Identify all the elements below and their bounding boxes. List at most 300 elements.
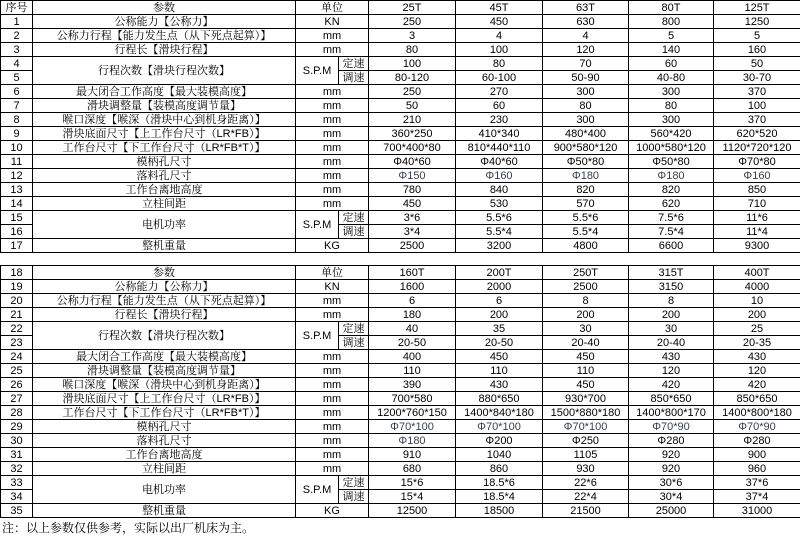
unit-cell: mm: [296, 378, 369, 392]
row-number-cell: 24: [1, 350, 33, 364]
unit-cell: mm: [296, 197, 369, 211]
param-cell: 工作台离地高度: [33, 448, 296, 462]
param-cell: 工作台尺寸【下工作台尺寸（LR*FB*T）】: [33, 141, 296, 155]
table-row: [1, 378, 800, 392]
value-cell: 930*700: [543, 392, 629, 406]
value-cell: 3200: [456, 239, 543, 253]
param-cell: 工作台尺寸【下工作台尺寸（LR*FB*T）】: [33, 406, 296, 420]
header-row: [1, 1, 800, 15]
param-cell: 喉口深度【喉深（滑块中心到机身距离）】: [33, 378, 296, 392]
value-cell: 25000: [629, 504, 714, 518]
param-cell: 公称能力【公称力】: [33, 15, 296, 29]
value-cell: 60-100: [456, 71, 543, 85]
value-cell: 70: [543, 57, 629, 71]
value-cell: 20-35: [714, 336, 800, 350]
value-cell: 200: [543, 308, 629, 322]
unit-cell: mm: [296, 113, 369, 127]
table-row: [1, 211, 800, 225]
value-cell: 20-40: [629, 336, 714, 350]
table-row: [1, 406, 800, 420]
unit-cell: mm: [296, 155, 369, 169]
value-cell: 2500: [369, 239, 456, 253]
value-cell: 40: [369, 322, 456, 336]
param-cell: 最大闭合工作高度【最大装模高度】: [33, 350, 296, 364]
value-cell: 300: [629, 85, 714, 99]
value-cell: 5.5*4: [543, 225, 629, 239]
value-cell: 250: [369, 85, 456, 99]
param-cell: 模柄孔尺寸: [33, 420, 296, 434]
value-cell: 20-50: [456, 336, 543, 350]
footnote: 注：以上参数仅供参考，实际以出厂机床为主。: [2, 521, 255, 535]
value-cell: 560*420: [629, 127, 714, 141]
value-cell: 900: [714, 448, 800, 462]
param-cell: 参数: [33, 1, 296, 15]
value-cell: 35: [456, 322, 543, 336]
value-cell: 140: [629, 43, 714, 57]
value-cell: 1105: [543, 448, 629, 462]
value-cell: 850: [714, 183, 800, 197]
row-number-cell: 13: [1, 183, 33, 197]
value-cell: 18.5*4: [456, 490, 543, 504]
value-cell: 8: [543, 294, 629, 308]
value-cell: 22*4: [543, 490, 629, 504]
value-cell: 80: [629, 99, 714, 113]
table-row: [1, 434, 800, 448]
unit-cell: S.P.M: [296, 211, 339, 239]
value-cell: 5: [629, 29, 714, 43]
row-number-cell: 20: [1, 294, 33, 308]
value-cell: 100: [714, 99, 800, 113]
param-cell: 公称力行程【能力发生点（从下死点起算）】: [33, 294, 296, 308]
value-cell: 5.5*6: [543, 211, 629, 225]
unit-cell: mm: [296, 85, 369, 99]
value-cell: 21500: [543, 504, 629, 518]
value-cell: Φ250: [543, 434, 629, 448]
unit-cell: mm: [296, 420, 369, 434]
row-number-cell: 33: [1, 476, 33, 490]
press-specs-table-160t-400t: [0, 265, 800, 518]
value-cell: 60: [629, 57, 714, 71]
value-cell: 18.5*6: [456, 476, 543, 490]
value-cell: 8: [629, 294, 714, 308]
value-cell: 80: [543, 99, 629, 113]
speed-mode-cell: 定速: [339, 57, 369, 71]
value-cell: 3*6: [369, 211, 456, 225]
value-cell: 1000*580*120: [629, 141, 714, 155]
value-cell: Φ70*80: [714, 155, 800, 169]
param-cell: 滑块底面尺寸【上工作台尺寸（LR*FB）】: [33, 127, 296, 141]
param-cell: 立柱间距: [33, 197, 296, 211]
value-cell: 50: [714, 57, 800, 71]
value-cell: 210: [369, 113, 456, 127]
value-cell: 960: [714, 462, 800, 476]
value-cell: 7.5*4: [629, 225, 714, 239]
value-cell: 4: [456, 29, 543, 43]
value-cell: 30*4: [629, 490, 714, 504]
table-row: [1, 462, 800, 476]
value-cell: 6600: [629, 239, 714, 253]
value-cell: 7.5*6: [629, 211, 714, 225]
unit-cell: mm: [296, 364, 369, 378]
value-cell: 700*580: [369, 392, 456, 406]
unit-cell: mm: [296, 99, 369, 113]
column-header-cell: 400T: [714, 266, 800, 280]
value-cell: Φ50*80: [629, 155, 714, 169]
value-cell: 630: [543, 15, 629, 29]
row-number-cell: 29: [1, 420, 33, 434]
value-cell: Φ280: [629, 434, 714, 448]
table-row: [1, 476, 800, 490]
table-row: [1, 127, 800, 141]
unit-cell: mm: [296, 183, 369, 197]
row-number-cell: 31: [1, 448, 33, 462]
param-cell: 行程长【滑块行程】: [33, 308, 296, 322]
unit-cell: mm: [296, 406, 369, 420]
row-number-cell: 19: [1, 280, 33, 294]
value-cell: 1400*800*170: [629, 406, 714, 420]
value-cell: 450: [543, 350, 629, 364]
value-cell: 30*6: [629, 476, 714, 490]
speed-mode-cell: 调速: [339, 490, 369, 504]
value-cell: 820: [543, 183, 629, 197]
value-cell: Φ180: [369, 434, 456, 448]
unit-cell: mm: [296, 308, 369, 322]
value-cell: Φ280: [714, 434, 800, 448]
table-row: [1, 113, 800, 127]
value-cell: 110: [543, 364, 629, 378]
value-cell: 3: [369, 29, 456, 43]
header-row: [1, 266, 800, 280]
value-cell: Φ160: [714, 169, 800, 183]
value-cell: 4000: [714, 280, 800, 294]
speed-mode-cell: 调速: [339, 336, 369, 350]
param-cell: 落料孔尺寸: [33, 434, 296, 448]
value-cell: 1120*720*120: [714, 141, 800, 155]
column-header-cell: 80T: [629, 1, 714, 15]
value-cell: 31000: [714, 504, 800, 518]
value-cell: 850*650: [714, 392, 800, 406]
value-cell: 3150: [629, 280, 714, 294]
value-cell: 110: [369, 364, 456, 378]
value-cell: 880*650: [456, 392, 543, 406]
row-number-cell: 22: [1, 322, 33, 336]
value-cell: 11*4: [714, 225, 800, 239]
value-cell: 860: [456, 462, 543, 476]
row-number-cell: 7: [1, 99, 33, 113]
table-row: [1, 29, 800, 43]
value-cell: 5: [714, 29, 800, 43]
value-cell: 920: [629, 448, 714, 462]
row-number-cell: 10: [1, 141, 33, 155]
value-cell: 80: [456, 57, 543, 71]
value-cell: 120: [543, 43, 629, 57]
value-cell: 1400*800*180: [714, 406, 800, 420]
value-cell: 230: [456, 113, 543, 127]
table-row: [1, 155, 800, 169]
value-cell: 270: [456, 85, 543, 99]
row-number-cell: 12: [1, 169, 33, 183]
unit-cell: S.P.M: [296, 322, 339, 350]
unit-cell: KG: [296, 239, 369, 253]
value-cell: Φ50*80: [543, 155, 629, 169]
param-cell: 电机功率: [33, 211, 296, 239]
value-cell: 30: [543, 322, 629, 336]
row-number-cell: 14: [1, 197, 33, 211]
value-cell: 50: [369, 99, 456, 113]
param-cell: 整机重量: [33, 239, 296, 253]
table-row: [1, 57, 800, 71]
table-row: [1, 183, 800, 197]
row-number-cell: 11: [1, 155, 33, 169]
unit-cell: mm: [296, 29, 369, 43]
param-cell: 喉口深度【喉深（滑块中心到机身距离）】: [33, 113, 296, 127]
value-cell: Φ70*90: [629, 420, 714, 434]
table-row: [1, 392, 800, 406]
unit-cell: mm: [296, 434, 369, 448]
unit-cell: mm: [296, 141, 369, 155]
param-cell: 行程次数【滑块行程次数】: [33, 57, 296, 85]
value-cell: 1250: [714, 15, 800, 29]
value-cell: 920: [629, 462, 714, 476]
value-cell: 360*250: [369, 127, 456, 141]
value-cell: 100: [456, 43, 543, 57]
param-cell: 公称能力【公称力】: [33, 280, 296, 294]
table-row: [1, 308, 800, 322]
table-row: [1, 99, 800, 113]
value-cell: 620*520: [714, 127, 800, 141]
row-number-cell: 8: [1, 113, 33, 127]
unit-cell: KN: [296, 280, 369, 294]
value-cell: 300: [543, 85, 629, 99]
value-cell: Φ200: [456, 434, 543, 448]
value-cell: 12500: [369, 504, 456, 518]
value-cell: 180: [369, 308, 456, 322]
table-row: [1, 448, 800, 462]
value-cell: 250: [369, 15, 456, 29]
column-header-cell: 45T: [456, 1, 543, 15]
value-cell: 420: [714, 378, 800, 392]
row-number-cell: 16: [1, 225, 33, 239]
value-cell: 80: [369, 43, 456, 57]
param-cell: 参数: [33, 266, 296, 280]
param-cell: 电机功率: [33, 476, 296, 504]
value-cell: 300: [629, 113, 714, 127]
value-cell: 810*440*110: [456, 141, 543, 155]
value-cell: 40-80: [629, 71, 714, 85]
value-cell: Φ70*100: [456, 420, 543, 434]
row-number-cell: 25: [1, 364, 33, 378]
value-cell: 5.5*4: [456, 225, 543, 239]
value-cell: 2000: [456, 280, 543, 294]
value-cell: 25: [714, 322, 800, 336]
value-cell: 18500: [456, 504, 543, 518]
unit-cell: mm: [296, 462, 369, 476]
value-cell: 15*6: [369, 476, 456, 490]
column-header-cell: 250T: [543, 266, 629, 280]
param-cell: 模柄孔尺寸: [33, 155, 296, 169]
unit-cell: 单位: [296, 1, 369, 15]
table-row: [1, 169, 800, 183]
row-number-cell: 21: [1, 308, 33, 322]
column-header-cell: 160T: [369, 266, 456, 280]
value-cell: 840: [456, 183, 543, 197]
value-cell: 300: [543, 113, 629, 127]
value-cell: 1600: [369, 280, 456, 294]
value-cell: 430: [456, 378, 543, 392]
column-header-cell: 63T: [543, 1, 629, 15]
table-row: [1, 85, 800, 99]
value-cell: 60: [456, 99, 543, 113]
value-cell: 11*6: [714, 211, 800, 225]
unit-cell: 单位: [296, 266, 369, 280]
value-cell: Φ180: [543, 169, 629, 183]
row-number-cell: 23: [1, 336, 33, 350]
unit-cell: mm: [296, 448, 369, 462]
row-number-cell: 30: [1, 434, 33, 448]
value-cell: 930: [543, 462, 629, 476]
value-cell: Φ160: [456, 169, 543, 183]
unit-cell: mm: [296, 392, 369, 406]
table-row: [1, 141, 800, 155]
row-number-cell: 17: [1, 239, 33, 253]
value-cell: 900*580*120: [543, 141, 629, 155]
table-row: [1, 504, 800, 518]
row-number-cell: 3: [1, 43, 33, 57]
param-cell: 滑块调整量【装模高度调节量】: [33, 364, 296, 378]
value-cell: 2500: [543, 280, 629, 294]
row-number-cell: 18: [1, 266, 33, 280]
value-cell: 680: [369, 462, 456, 476]
value-cell: 400: [369, 350, 456, 364]
row-number-cell: 6: [1, 85, 33, 99]
row-number-cell: 15: [1, 211, 33, 225]
value-cell: 80-120: [369, 71, 456, 85]
value-cell: Φ40*60: [456, 155, 543, 169]
value-cell: 780: [369, 183, 456, 197]
unit-cell: S.P.M: [296, 476, 339, 504]
param-cell: 最大闭合工作高度【最大装模高度】: [33, 85, 296, 99]
value-cell: 390: [369, 378, 456, 392]
table-gap: [0, 253, 800, 265]
value-cell: 37*4: [714, 490, 800, 504]
value-cell: 200: [456, 308, 543, 322]
row-number-cell: 32: [1, 462, 33, 476]
speed-mode-cell: 定速: [339, 211, 369, 225]
column-header-cell: 125T: [714, 1, 800, 15]
table-row: [1, 43, 800, 57]
row-number-cell: 35: [1, 504, 33, 518]
param-cell: 行程长【滑块行程】: [33, 43, 296, 57]
value-cell: 530: [456, 197, 543, 211]
value-cell: 1200*760*150: [369, 406, 456, 420]
value-cell: 420: [629, 378, 714, 392]
value-cell: 450: [543, 378, 629, 392]
value-cell: 160: [714, 43, 800, 57]
value-cell: 1500*880*180: [543, 406, 629, 420]
speed-mode-cell: 调速: [339, 71, 369, 85]
row-number-cell: 9: [1, 127, 33, 141]
row-number-cell: 4: [1, 57, 33, 71]
unit-cell: S.P.M: [296, 57, 339, 85]
unit-cell: mm: [296, 43, 369, 57]
value-cell: 10: [714, 294, 800, 308]
value-cell: 370: [714, 113, 800, 127]
column-header-cell: 200T: [456, 266, 543, 280]
value-cell: 480*400: [543, 127, 629, 141]
value-cell: 15*4: [369, 490, 456, 504]
table-row: [1, 350, 800, 364]
unit-cell: mm: [296, 294, 369, 308]
value-cell: 570: [543, 197, 629, 211]
value-cell: 5.5*6: [456, 211, 543, 225]
row-number-cell: 1: [1, 15, 33, 29]
unit-cell: mm: [296, 169, 369, 183]
value-cell: 110: [456, 364, 543, 378]
unit-cell: mm: [296, 350, 369, 364]
value-cell: 6: [369, 294, 456, 308]
value-cell: 30-70: [714, 71, 800, 85]
column-header-cell: 315T: [629, 266, 714, 280]
table-row: [1, 239, 800, 253]
row-number-cell: 34: [1, 490, 33, 504]
press-specs-table-25t-125t: [0, 0, 800, 253]
value-cell: 22*6: [543, 476, 629, 490]
row-number-cell: 序号: [1, 1, 33, 15]
value-cell: 3*4: [369, 225, 456, 239]
value-cell: 850*650: [629, 392, 714, 406]
row-number-cell: 28: [1, 406, 33, 420]
value-cell: 710: [714, 197, 800, 211]
table-row: [1, 197, 800, 211]
value-cell: 1400*840*180: [456, 406, 543, 420]
value-cell: 100: [369, 57, 456, 71]
value-cell: Φ70*100: [543, 420, 629, 434]
value-cell: 450: [456, 15, 543, 29]
value-cell: 820: [629, 183, 714, 197]
unit-cell: mm: [296, 127, 369, 141]
param-cell: 行程次数【滑块行程次数】: [33, 322, 296, 350]
value-cell: 9300: [714, 239, 800, 253]
value-cell: 430: [629, 350, 714, 364]
value-cell: 620: [629, 197, 714, 211]
row-number-cell: 27: [1, 392, 33, 406]
param-cell: 滑块调整量【装模高度调节量】: [33, 99, 296, 113]
unit-cell: KG: [296, 504, 369, 518]
value-cell: 50-90: [543, 71, 629, 85]
row-number-cell: 26: [1, 378, 33, 392]
table-row: [1, 322, 800, 336]
param-cell: 立柱间距: [33, 462, 296, 476]
row-number-cell: 2: [1, 29, 33, 43]
value-cell: Φ70*90: [714, 420, 800, 434]
speed-mode-cell: 调速: [339, 225, 369, 239]
row-number-cell: 5: [1, 71, 33, 85]
value-cell: Φ150: [369, 169, 456, 183]
value-cell: 200: [714, 308, 800, 322]
value-cell: 37*6: [714, 476, 800, 490]
param-cell: 滑块底面尺寸【上工作台尺寸（LR*FB）】: [33, 392, 296, 406]
value-cell: Φ70*100: [369, 420, 456, 434]
value-cell: Φ40*60: [369, 155, 456, 169]
value-cell: 370: [714, 85, 800, 99]
value-cell: 800: [629, 15, 714, 29]
value-cell: 20-40: [543, 336, 629, 350]
value-cell: 20-50: [369, 336, 456, 350]
table-row: [1, 420, 800, 434]
value-cell: 4800: [543, 239, 629, 253]
unit-cell: KN: [296, 15, 369, 29]
speed-mode-cell: 定速: [339, 322, 369, 336]
